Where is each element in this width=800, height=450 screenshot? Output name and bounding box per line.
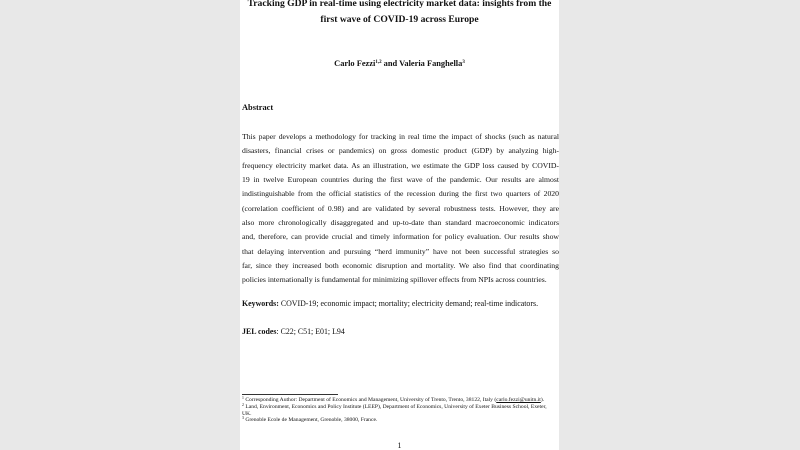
abstract-line: frequency electricity market data. As an illustration, we estimate the GDP loss caused by COVID- — [242, 160, 559, 170]
affiliation-mark: 1,2 — [375, 60, 382, 65]
footnote — [242, 417, 554, 424]
email-link[interactable]: carlo.fezzi@unitn.it — [496, 397, 541, 403]
footnote-divider — [242, 394, 338, 395]
abstract-line: and, therefore, can provide crucial and timely information for policy evaluation. Our results show — [242, 232, 559, 242]
abstract-line: far, since they increased both economic disruption and mortality. We also find that coordinating — [242, 261, 559, 271]
title-line-2: first wave of COVID-19 across Europe — [320, 14, 479, 25]
document-page — [240, 0, 559, 450]
keywords-text: COVID-19; economic impact; mortality; electricity demand; real-time indicators. — [280, 299, 539, 308]
author-line — [240, 58, 559, 70]
jel-label: JEL codes — [242, 327, 277, 336]
page-number: 1 — [397, 441, 402, 450]
footnote-mark: 1 — [242, 396, 244, 400]
abstract-line: also more chronologically disaggregated and up-to-date than standard macroeconomic indicators — [242, 218, 559, 228]
footnote-mark: 2 — [242, 402, 244, 407]
footnotes — [242, 397, 554, 424]
keywords-line — [242, 298, 538, 310]
abstract-line: (correlation coefficient of 0.98) and are validated by several robustness tests. However, they are — [242, 203, 559, 213]
abstract-line: indistinguishable from the official statistics of the recession during the first two quarters of 2020 — [242, 189, 559, 199]
jel-codes-line — [242, 326, 345, 338]
title-line-1: Tracking GDP in real-time using electricity market data: insights from the — [247, 0, 552, 9]
footnote-mark: 3 — [242, 416, 244, 421]
paper-title — [240, 0, 559, 28]
footnote-text: ). — [540, 397, 545, 403]
footnote — [242, 397, 554, 404]
affiliation-mark: 3 — [462, 60, 465, 65]
abstract-line: This paper develops a methodology for tracking in real time the impact of shocks (such as natural — [242, 132, 559, 141]
author-name: Valeria Fanghella — [399, 59, 463, 68]
author-connector: and — [383, 59, 398, 68]
footnote-text: Corresponding Author: Department of Economics and Management, University of Trento, Trento, 38122, Italy ( — [245, 397, 497, 403]
abstract-heading: Abstract — [242, 103, 274, 112]
abstract-line: policies internationally is fundamental for minimizing spillover effects from NPIs across countries. — [242, 275, 547, 285]
footnote-text: Land, Environment, Economics and Policy Institute (LEEP), Department of Economics, University of Exeter Business School, Exeter, UK. — [242, 403, 547, 417]
jel-codes: : C22; C51; E01; L94 — [276, 327, 345, 336]
abstract-body — [242, 130, 559, 288]
abstract-line: disasters, financial crises or pandemics) on gross domestic product (GDP) by analyzing high- — [242, 146, 559, 156]
author-name: Carlo Fezzi — [334, 59, 376, 68]
abstract-line: 19 in twelve European countries during the first wave of the pandemic. Our results are almost — [242, 175, 559, 185]
keywords-label: Keywords: — [242, 299, 279, 308]
footnote-text: Grenoble Ecole de Management, Grenoble, 38000, France. — [245, 417, 378, 424]
abstract-line: that delaying intervention and pursuing “herd immunity” have not been successful strategies so — [242, 246, 559, 256]
